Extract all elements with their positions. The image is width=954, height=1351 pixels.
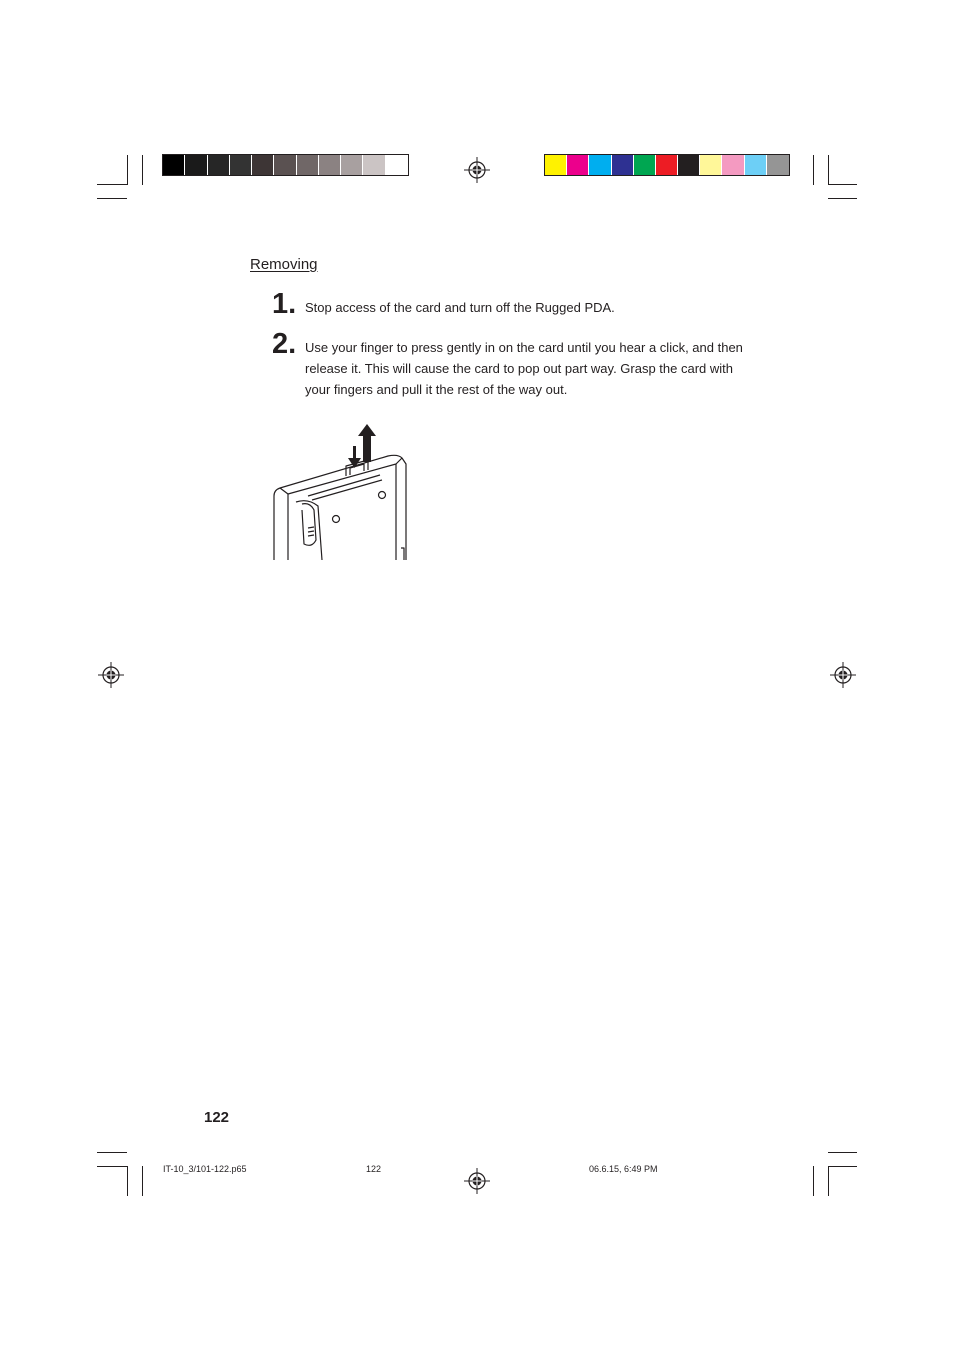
footer-page: 122 [366,1164,382,1174]
crop-mark [142,1166,143,1196]
crop-mark [97,184,127,185]
step-1-text: Stop access of the card and turn off the Rugged PDA. [305,300,615,315]
color-swatch [363,155,385,175]
color-swatch [722,155,744,175]
crop-mark [97,1152,127,1153]
crop-mark [828,155,829,185]
crop-mark [97,198,127,199]
registration-mark-icon [464,1168,490,1194]
registration-mark-icon [98,662,124,688]
color-swatch [208,155,230,175]
pda-card-removal-illustration [268,420,413,565]
color-swatch [656,155,678,175]
color-swatch [612,155,634,175]
step-2-number: 2. [272,328,297,360]
color-swatch [230,155,252,175]
crop-mark [813,1166,814,1196]
color-swatch [745,155,767,175]
color-swatch [700,155,722,175]
crop-mark [142,155,143,185]
color-swatch [678,155,700,175]
color-swatch [319,155,341,175]
color-swatch [545,155,567,175]
step-2-text: Use your finger to press gently in on the card until you hear a click, and then release it. This will cause the card to pop out part way. Grasp the card with your fingers and pull it the rest of the way out. [305,340,743,397]
color-swatch [634,155,656,175]
footer-file: IT-10_3/101-122.p65 [163,1164,247,1174]
crop-mark [127,1166,128,1196]
footer-timestamp: 06.6.15, 6:49 PM [589,1164,658,1174]
crop-mark [813,155,814,185]
color-swatch [163,155,185,175]
color-swatch [297,155,319,175]
crop-mark [828,198,857,199]
section-heading: Removing [250,256,318,273]
registration-mark-icon [464,157,490,183]
color-swatch [589,155,611,175]
crop-mark [828,1152,857,1153]
color-swatch [767,155,789,175]
crop-mark [127,155,128,185]
page-number: 122 [204,1109,230,1126]
color-swatch [185,155,207,175]
crop-mark [828,184,857,185]
registration-mark-icon [830,662,856,688]
color-swatch [386,155,408,175]
crop-mark [828,1166,829,1196]
color-swatch-bar [544,154,790,176]
color-swatch [274,155,296,175]
color-swatch [341,155,363,175]
crop-mark [828,1166,857,1167]
gray-swatch-bar [162,154,409,176]
crop-mark [97,1166,127,1167]
step-1-number: 1. [272,288,297,320]
color-swatch [567,155,589,175]
color-swatch [252,155,274,175]
